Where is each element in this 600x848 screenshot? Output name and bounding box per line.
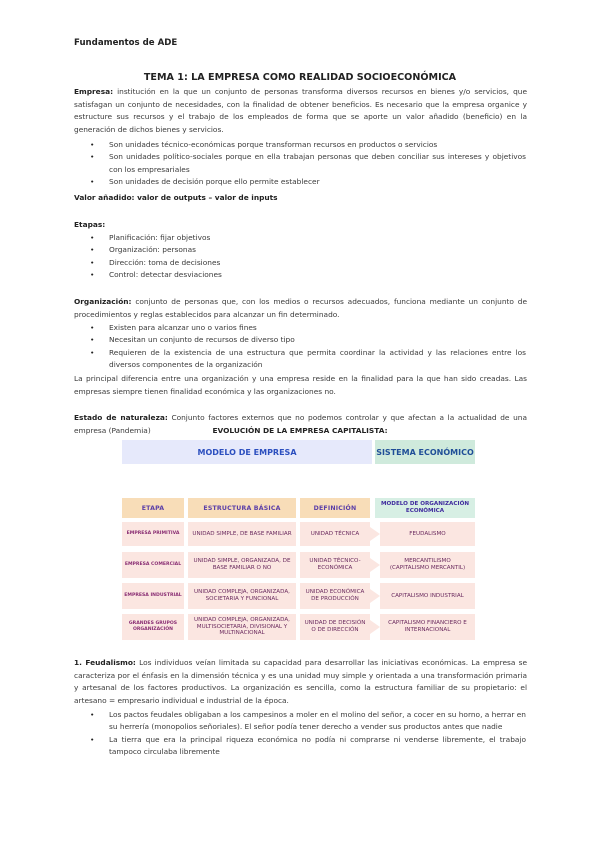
organizacion-bullet-list [94, 322, 526, 371]
row3-etapa: EMPRESA INDUSTRIAL [122, 583, 184, 609]
feudalismo-label: 1. Feudalismo: [74, 658, 136, 667]
evolucion-table [122, 440, 475, 640]
evolucion-title: EVOLUCIÓN DE LA EMPRESA CAPITALISTA: [212, 426, 388, 435]
row4-etapa: GRANDES GRUPOS ORGANIZACIÓN [122, 614, 184, 640]
row2-etapa: EMPRESA COMERCIAL [122, 552, 184, 578]
col-etapa-header: ETAPA [122, 498, 184, 518]
list-item: • Dirección: toma de decisiones [94, 257, 526, 269]
row3-modelo: CAPITALISMO INDUSTRIAL [380, 583, 475, 609]
row1-estructura: UNIDAD SIMPLE, DE BASE FAMILIAR [188, 522, 296, 546]
empresa-paragraph [74, 86, 527, 136]
feudalismo-text: Los individuos veían limitada su capacidad para desarrollar las iniciativas económicas. La empresa se caracteriza por el énfasis en la dimensión técnica y es una unidad muy simple y orientada a una transformación primaria y artesanal de los factores productivos. La organización es sencilla, como la estructura familiar de su propietario: el artesano = empresario individual e industrial de la época. [74, 658, 527, 705]
col-estructura-header: ESTRUCTURA BÁSICA [188, 498, 296, 518]
header-sistema-economico: SISTEMA ECONÓMICO [375, 440, 475, 464]
arrow-icon [370, 527, 380, 541]
empresa-text: institución en la que un conjunto de personas transforma diversos recursos en bienes y/o servicios, que satisfagan un conjunto de necesidades, con la finalidad de obtener beneficios. Es necesario que la empresa organice y estructure sus recursos y el trabajo de los empleados de forma que se aporte un valor añadido (beneficio) en la generación de dichos bienes y servicios. [74, 87, 527, 134]
row3-estructura: UNIDAD COMPLEJA, ORGANIZADA, SOCIETARIA Y FUNCIONAL [188, 583, 296, 609]
etapas-list [94, 232, 526, 281]
col-definicion-header: DEFINICIÓN [300, 498, 370, 518]
feudalismo-paragraph [74, 657, 527, 707]
row4-modelo: CAPITALISMO FINANCIERO E INTERNACIONAL [380, 614, 475, 640]
row1-definicion: UNIDAD TÉCNICA [300, 522, 370, 546]
row1-etapa: EMPRESA PRIMITIVA [122, 522, 184, 546]
feudalismo-bullet-list [94, 709, 526, 758]
empresa-label: Empresa: [74, 87, 114, 96]
empresa-bullet-list [94, 139, 526, 188]
list-item: • Necesitan un conjunto de recursos de diverso tipo [94, 334, 526, 346]
organizacion-paragraph [74, 296, 527, 321]
list-item: • Son unidades de decisión porque ello permite establecer [94, 176, 526, 188]
doc-title: TEMA 1: LA EMPRESA COMO REALIDAD SOCIOECONÓMICA [143, 72, 457, 83]
arrow-icon [370, 558, 380, 572]
diferencia-paragraph: La principal diferencia entre una organización y una empresa reside en la finalidad para la que han sido creadas. Las empresas siempre tienen finalidad económica y las organizaciones no. [74, 374, 527, 396]
arrow-icon [370, 620, 380, 634]
organizacion-label: Organización: [74, 297, 132, 306]
estado-text: Conjunto factores externos que no podemos controlar y que afectan a la actualidad de una empresa (Pandemia) [74, 413, 527, 435]
arrow-icon [370, 589, 380, 603]
row4-estructura: UNIDAD COMPLEJA, ORGANIZADA, MULTISOCIETARIA, DIVISIONAL Y MULTINACIONAL [188, 614, 296, 640]
header-modelo-empresa: MODELO DE EMPRESA [122, 440, 372, 464]
page-header: Fundamentos de ADE [74, 38, 178, 48]
row3-definicion: UNIDAD ECONÓMICA DE PRODUCCIÓN [300, 583, 370, 609]
list-item: • Requieren de la existencia de una estructura que permita coordinar la actividad y las relaciones entre los diversos componentes de la organización [94, 347, 526, 372]
row4-definicion: UNIDAD DE DECISIÓN O DE DIRECCIÓN [300, 614, 370, 640]
valor-anadido: Valor añadido: valor de outputs – valor de inputs [74, 193, 278, 202]
list-item: • Control: detectar desviaciones [94, 269, 526, 281]
list-item: • Planificación: fijar objetivos [94, 232, 526, 244]
row2-definicion: UNIDAD TÉCNICO-ECONÓMICA [300, 552, 370, 578]
col-modelo-org-header: MODELO DE ORGANIZACIÓN ECONÓMICA [375, 498, 475, 518]
list-item: • Los pactos feudales obligaban a los campesinos a moler en el molino del señor, a cocer en su horno, a herrar en su herrería (monopolios señoriales). El señor podía tener derecho a vender sus productos antes que nadie [94, 709, 526, 734]
list-item: • Son unidades político-sociales porque en ella trabajan personas que deben conciliar sus intereses y objetivos con los empresariales [94, 151, 526, 176]
row2-modelo: MERCANTILISMO (CAPITALISMO MERCANTIL) [380, 552, 475, 578]
row1-modelo: FEUDALISMO [380, 522, 475, 546]
list-item: • Son unidades técnico-económicas porque transforman recursos en productos o servicios [94, 139, 526, 151]
list-item: • La tierra que era la principal riqueza económica no podía ni comprarse ni venderse libremente, el trabajo tampoco circulaba libremente [94, 734, 526, 759]
list-item: • Organización: personas [94, 244, 526, 256]
list-item: • Existen para alcanzar uno o varios fines [94, 322, 526, 334]
row2-estructura: UNIDAD SIMPLE, ORGANIZADA, DE BASE FAMILIAR O NO [188, 552, 296, 578]
estado-label: Estado de naturaleza: [74, 413, 168, 422]
etapas-label: Etapas: [74, 220, 106, 229]
organizacion-text: conjunto de personas que, con los medios o recursos adecuados, funciona mediante un conjunto de procedimientos y reglas establecidos para alcanzar un fin determinado. [74, 297, 527, 319]
